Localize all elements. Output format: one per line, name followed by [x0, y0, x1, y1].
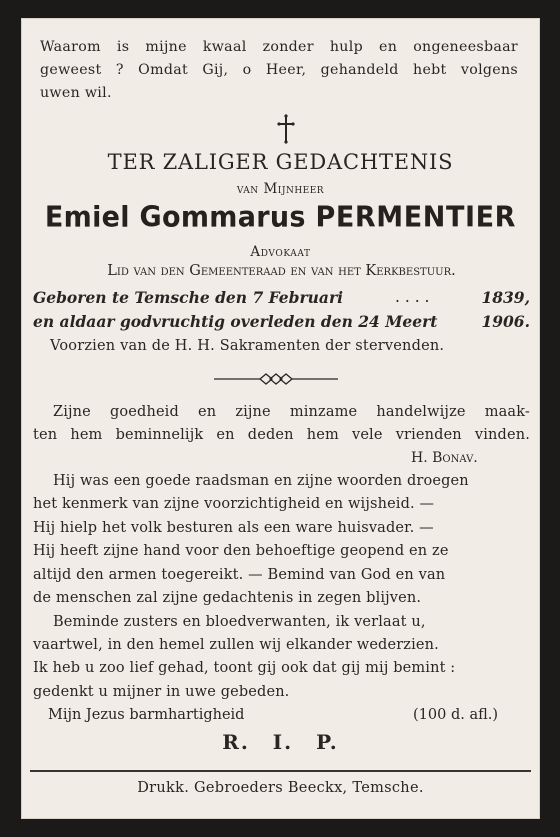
word: hem — [306, 427, 339, 443]
word: ten — [33, 427, 58, 443]
source-attribution: H. Bonav. — [411, 450, 478, 466]
word: beminnelijk — [115, 427, 204, 443]
indulgence-note: (100 d. afl.) — [413, 707, 499, 723]
council-member-line: Lid van den Gemeenteraad en van het Kerkbestuur. — [107, 263, 456, 279]
death-line — [33, 312, 530, 331]
cross-icon — [21, 113, 540, 145]
para1-line-2 — [33, 427, 530, 443]
word: volgens — [460, 62, 518, 78]
word: en — [198, 404, 217, 420]
eulogy-line-5: altijd den armen toegereikt. — Bemind van God en van — [33, 567, 446, 583]
ornament-divider-icon — [214, 372, 338, 386]
word: goedheid — [109, 404, 179, 420]
word: hebt — [413, 62, 447, 78]
death-year: 1906. — [481, 312, 530, 331]
word: gehandeld — [320, 62, 399, 78]
word: geweest — [40, 62, 102, 78]
printer-line: Drukk. Gebroeders Beeckx, Temsche. — [137, 780, 424, 796]
intro-line-1 — [40, 39, 518, 55]
word: Omdat — [138, 62, 188, 78]
birth-text: Geboren te Temsche den 7 Februari — [33, 288, 344, 307]
word: deden — [247, 427, 294, 443]
eulogy-line-7: Beminde zusters en bloedverwanten, ik verlaat u, — [53, 614, 426, 630]
word: is — [116, 39, 130, 55]
eulogy-line-1: Hij was een goede raadsman en zijne woorden droegen — [53, 473, 469, 489]
word: ? — [115, 62, 124, 78]
eulogy-line-9: Ik heb u zoo lief gehad, toont gij ook dat gij mij bemint : — [33, 660, 456, 676]
word: vele — [351, 427, 383, 443]
memorial-heading: TER ZALIGER GEDACHTENIS — [107, 150, 454, 174]
word: Gij, — [202, 62, 229, 78]
intro-line-3: uwen wil. — [40, 85, 112, 101]
birth-year: 1839, — [481, 288, 530, 307]
word: minzame — [289, 404, 358, 420]
word: mijne — [145, 39, 187, 55]
word: o — [242, 62, 252, 78]
word: zijne — [235, 404, 271, 420]
word: maak- — [484, 404, 530, 420]
birth-dots: . . . . — [394, 288, 430, 306]
memorial-card — [21, 18, 540, 819]
footer-divider — [30, 770, 531, 772]
word: ongeneesbaar — [413, 39, 518, 55]
eulogy-line-8: vaartwel, in den hemel zullen wij elkander wederzien. — [33, 637, 439, 653]
word: kwaal — [202, 39, 247, 55]
word: Zijne — [53, 404, 91, 420]
rip: R. I. P. — [222, 730, 339, 754]
surname: PERMENTIER — [315, 201, 517, 234]
van-mijnheer: van Mijnheer — [236, 181, 325, 197]
word: en — [379, 39, 398, 55]
profession: Advokaat — [250, 244, 311, 260]
word: hem — [70, 427, 103, 443]
word: en — [216, 427, 235, 443]
prayer-line: Mijn Jezus barmhartigheid — [48, 707, 245, 723]
sacraments-line: Voorzien van de H. H. Sakramenten der stervenden. — [50, 338, 445, 354]
word: handelwijze — [376, 404, 466, 420]
word: zonder — [262, 39, 314, 55]
word: Waarom — [40, 39, 101, 55]
word: Heer, — [265, 62, 307, 78]
deceased-name — [21, 201, 540, 234]
eulogy-line-10: gedenkt u mijner in uwe gebeden. — [33, 684, 290, 700]
eulogy-line-2: het kenmerk van zijne voorzichtigheid en wijsheid. — — [33, 496, 435, 512]
word: hulp — [329, 39, 363, 55]
intro-line-2 — [40, 62, 518, 78]
eulogy-line-4: Hij heeft zijne hand voor den behoeftige geopend en ze — [33, 543, 449, 559]
death-text: en aldaar godvruchtig overleden den 24 Meert — [33, 312, 438, 331]
eulogy-line-6: de menschen zal zijne gedachtenis in zegen blijven. — [33, 590, 422, 606]
word: vrienden — [395, 427, 462, 443]
birth-line — [33, 288, 530, 307]
para1-line-1 — [53, 404, 530, 420]
first-names: Emiel Gommarus — [44, 201, 306, 234]
eulogy-line-3: Hij hielp het volk besturen als een ware huisvader. — — [33, 520, 434, 536]
word: vinden. — [474, 427, 530, 443]
